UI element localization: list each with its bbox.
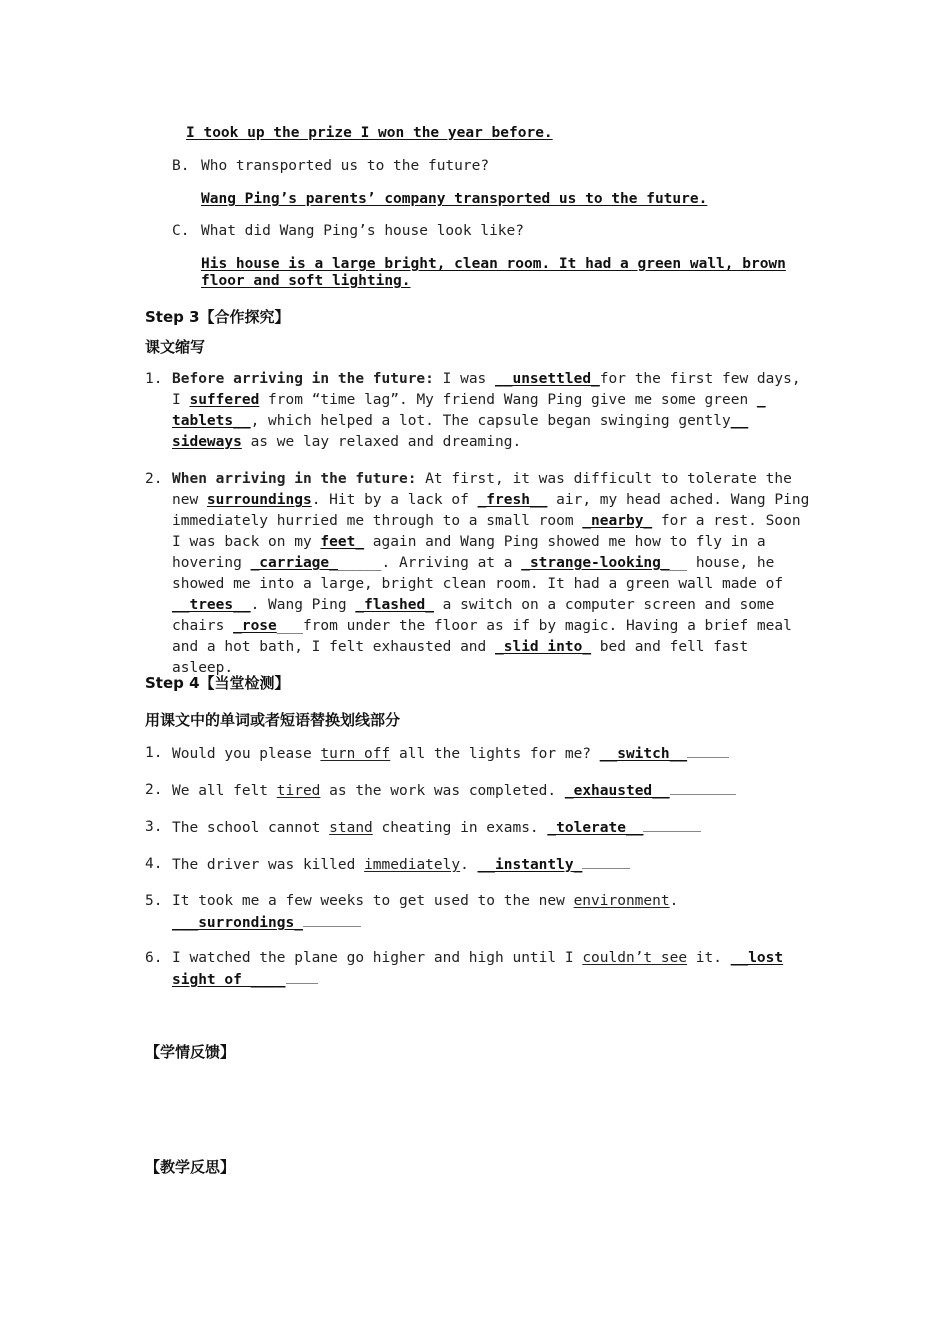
question-b-text: Who transported us to the future? — [201, 158, 490, 174]
item-number: 4. — [145, 856, 163, 872]
summary-paragraph-2 — [172, 469, 812, 679]
item-answer: _tolerate__ — [547, 820, 644, 836]
answer-rule — [687, 743, 729, 758]
item-answer: __switch__ — [599, 746, 688, 762]
answer-rule — [286, 969, 318, 984]
item-text: The school cannot — [172, 820, 330, 836]
p2-answer: _carriage_ — [250, 555, 338, 571]
step3-title: Step 3【合作探究】 — [145, 308, 290, 326]
item-text: Would you please — [172, 746, 321, 762]
p2-text: ___from under the floor as if by magic. Having a brief meal and a hot bath, I felt exhausted and — [172, 618, 792, 655]
item-number: 1. — [145, 745, 163, 761]
p2-text: air, my head ached. Wang Ping immediately hurried me through to a small room — [172, 492, 810, 529]
item-underlined: immediately — [364, 857, 461, 873]
p1-text: from “time lag”. My friend Wang Ping give me some green — [259, 392, 757, 408]
p2-answer: _flashed_ — [355, 597, 434, 613]
question-c-text: What did Wang Ping’s house look like? — [201, 223, 525, 239]
p2-answer: surroundings — [206, 492, 312, 508]
p2-answer: _rose — [233, 618, 277, 634]
item-underlined: turn off — [320, 746, 391, 762]
summary-paragraph-1 — [172, 369, 812, 453]
p2-text: bed and fell fast asleep. — [172, 639, 749, 676]
answer-rule — [303, 912, 361, 927]
p2-text: . Hit by a lack of — [311, 492, 478, 508]
item-answer: _exhausted__ — [564, 783, 670, 799]
answer-b: Wang Ping’s parents’ company transported us to the future. — [201, 191, 708, 207]
p2-number: 2. — [145, 471, 163, 487]
answer-a: I took up the prize I won the year before. — [186, 125, 553, 141]
item-answer: __lost — [730, 950, 784, 966]
answer-c-line1: His house is a large bright, clean room. It had a green wall, brown — [201, 256, 786, 272]
p2-answer: _slid into_ — [495, 639, 592, 655]
p1-text: for the first few days, I — [172, 371, 801, 408]
item-text: as the work was completed. — [320, 783, 565, 799]
feedback-heading: 【学情反馈】 — [145, 1043, 236, 1061]
exercise-item — [172, 743, 729, 765]
p1-answer: __ sideways — [172, 413, 749, 450]
p1-answer: suffered — [189, 392, 260, 408]
answer-rule — [582, 854, 630, 869]
step4-title: Step 4【当堂检测】 — [145, 674, 290, 692]
item-underlined: couldn’t see — [582, 950, 688, 966]
question-b-label: B. — [172, 158, 190, 174]
item-text: I watched the plane go higher and high until I — [172, 950, 583, 966]
p2-text: for a rest. Soon I was back on my — [172, 513, 801, 550]
item-answer-line — [172, 969, 318, 991]
item-number: 5. — [145, 893, 163, 909]
answer-c-line2: floor and soft lighting. — [201, 273, 411, 289]
item-answer: ___surrondings_ — [172, 915, 303, 931]
item-text: . — [460, 857, 478, 873]
p1-lead: Before arriving in the future: — [172, 371, 434, 387]
question-c-label: C. — [172, 223, 190, 239]
p1-text: I was — [433, 371, 496, 387]
item-number: 3. — [145, 819, 163, 835]
item-answer-line — [172, 912, 361, 934]
exercise-item — [172, 948, 783, 969]
answer-rule — [643, 817, 701, 832]
answer-rule — [670, 780, 736, 795]
exercise-item — [172, 817, 701, 839]
p2-answer: feet_ — [320, 534, 365, 550]
p2-text: . Wang Ping — [250, 597, 356, 613]
p2-answer: _nearby_ — [582, 513, 653, 529]
p1-answer: __unsettled_ — [495, 371, 600, 387]
step3-subtitle: 课文缩写 — [145, 338, 206, 356]
p1-number: 1. — [145, 371, 163, 387]
p2-lead: When arriving in the future: — [172, 471, 417, 487]
p1-answer: _ tablets__ — [172, 392, 766, 429]
item-underlined: tired — [276, 783, 321, 799]
p1-text: , which helped a lot. The capsule began swinging gently — [250, 413, 731, 429]
item-text: It took me a few weeks to get used to the new — [172, 893, 574, 909]
item-text: The driver was killed — [172, 857, 365, 873]
p2-text: again and Wang Ping showed me how to fly in a hovering — [172, 534, 766, 571]
item-number: 6. — [145, 950, 163, 966]
exercise-item — [172, 891, 678, 912]
item-underlined: environment — [573, 893, 670, 909]
p2-text: At first, it was difficult to tolerate the new — [172, 471, 792, 508]
item-text: . — [669, 893, 679, 909]
p2-answer: _strange-looking_ — [521, 555, 670, 571]
item-text: We all felt — [172, 783, 277, 799]
item-text: it. — [687, 950, 722, 966]
p2-text: _____. Arriving at a — [337, 555, 522, 571]
item-number: 2. — [145, 782, 163, 798]
exercise-item — [172, 780, 736, 802]
p2-answer: _fresh__ — [477, 492, 548, 508]
p2-text: __ house, he showed me into a large, bright clean room. It had a green wall made of — [172, 555, 784, 592]
item-underlined: stand — [329, 820, 373, 836]
p1-text: as we lay relaxed and dreaming. — [241, 434, 522, 450]
p2-answer: __trees__ — [172, 597, 251, 613]
item-answer: __instantly_ — [477, 857, 583, 873]
item-text: cheating in exams. — [372, 820, 548, 836]
item-answer: sight of ____ — [172, 972, 286, 988]
exercise-item — [172, 854, 630, 876]
p2-text: a switch on a computer screen and some chairs — [172, 597, 775, 634]
item-text: all the lights for me? — [390, 746, 600, 762]
step4-subtitle: 用课文中的单词或者短语替换划线部分 — [145, 711, 401, 729]
reflection-heading: 【教学反思】 — [145, 1158, 236, 1176]
